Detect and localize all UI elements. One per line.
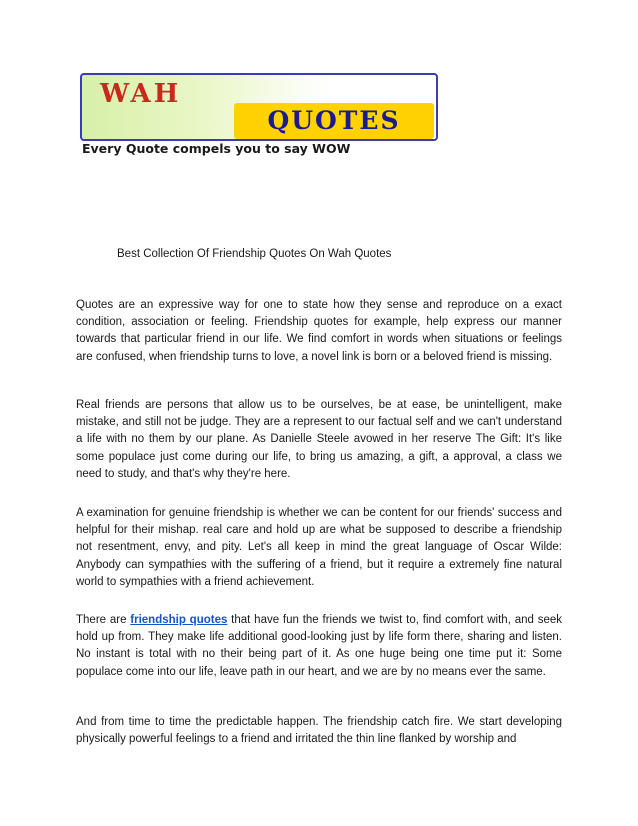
friendship-quotes-link[interactable]: friendship quotes <box>130 614 228 626</box>
paragraph-3: A examination for genuine friendship is whether we can be content for our friends' success and helpful for their mishap. real care and hold up are what be supposed to describe a friendship not resentment, envy, and pity. Let's all keep in mind the great language of Oscar Wilde: Anybody can sympathies with the suffering of a friend, but it require a extremely fine natural world to sympathies with a friend achievement. <box>76 507 562 588</box>
logo-quotes-text: QUOTES <box>234 103 434 139</box>
paragraph-4-after-link: that have fun the friends we twist to, find comfort with, and seek hold up from. They make life additional good-looking just by life form there, sharing and listen. No instant is total with no their being part of it. As one huge being one time put it: Some populace come into our life, leave path in our heart, and we are by no means ever the same. <box>76 614 562 678</box>
paragraph-1: Quotes are an expressive way for one to state how they sense and reproduce on a exact condition, association or feeling. Friendship quotes for example, help express our manner towards that particular friend in our life. We find comfort in words when situations or feelings are confused, when friendship turns to love, a novel link is born or a beloved friend is missing. <box>76 299 562 363</box>
wah-quotes-logo <box>80 73 452 157</box>
document-title: Best Collection Of Friendship Quotes On Wah Quotes <box>117 248 392 260</box>
paragraph-5: And from time to time the predictable happen. The friendship catch fire. We start developing physically powerful feelings to a friend and irritated the thin line flanked by worship and <box>76 716 562 746</box>
logo-tagline: Every Quote compels you to say WOW <box>82 141 351 156</box>
logo-wah-text: WAH <box>100 79 182 109</box>
logo-box <box>80 73 438 141</box>
paragraph-4 <box>76 612 562 681</box>
paragraph-2: Real friends are persons that allow us to be ourselves, be at ease, be unintelligent, make mistake, and still not be judge. They are a represent to our factual self and we can't understand a life with no them by our plane. As Danielle Steele avowed in her reserve The Gift: It's like some populace just come during our life, to bring us amazing, a gift, a approval, a class we need to study, and that's why they're here. <box>76 399 562 480</box>
paragraph-4-before-link: There are <box>76 614 131 626</box>
